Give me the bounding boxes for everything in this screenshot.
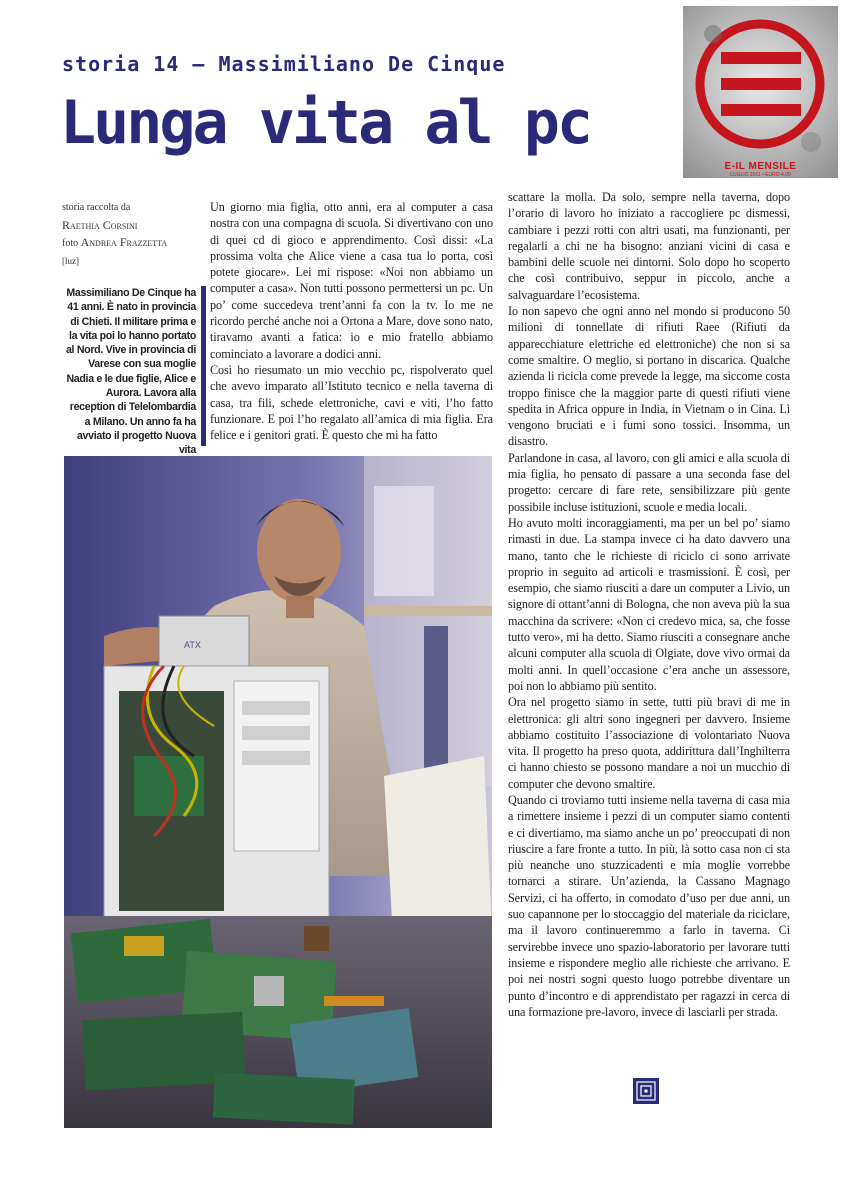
end-of-article-icon bbox=[633, 1078, 659, 1104]
paragraph: Ora nel progetto siamo in sette, tutti più bravi di me in elettronica: gli altri sono ingegneri per davvero. Insieme abbiamo costituito l’associazione di volontariato Nuova vita. Il progetto ha preso quota, addirittura dall’Inghilterra ci hanno chiesto se possono mandare a noi un mucchio di computer che devono smaltire. bbox=[508, 695, 790, 791]
e-logo-icon bbox=[693, 12, 828, 162]
photo-author: Andrea Frazzetta bbox=[80, 235, 168, 249]
bio-accent-bar bbox=[201, 286, 206, 446]
paragraph: Quando ci troviamo tutti insieme nella taverna di casa mia a rimettere insieme i pezzi di un computer siamo contenti e ci divertiamo, ma siamo anche un po’ preoccupati di non riuscire a fare fronte a tutto. In più, là sotto casa non ci sta più neanche uno stuzzicadenti e mia moglie vorrebbe tornarci a stirare. Un’azienda, la Cassano Magnago Servizi, ci ha offerto, in comodato d’uso per due anni, un suo capannone per lo stoccaggio del materiale da riciclare, ma il lavoro continueremmo a farlo in taverna. Ci servirebbe invece uno spazio-laboratorio per lavorare tutti insieme e rispondere meglio alle richieste che arrivano. E poi nei nostri sogni questo luogo potrebbe diventare un punto d’incontro e di apprendistato per ragazzi in cerca di una formazione pre-lavoro, invece di lasciarli per strada. bbox=[508, 792, 790, 1019]
masthead-subtitle: LUGLIO 2011 • EURO 4,00 bbox=[730, 172, 791, 178]
story-author: Raethia Corsini bbox=[62, 218, 138, 232]
text-column-2 bbox=[508, 189, 790, 1020]
photo-label: foto bbox=[62, 238, 79, 249]
paragraph: Un giorno mia figlia, otto anni, era al computer a casa nostra con una compagna di scuola. Si divertivano con uno di quei cd di gioco e apprendimento. Così dissi: «La prossima volta che Alice viene a casa tua lo porta, così potete giocare». Lei mi rispose: «Noi non abbiamo un computer a casa». Non tutti possono permettersi un pc. Un po’ come succedeva trent’anni fa con la tv. Io me ne ricordo perché anche noi a Ortona a Mare, dove sono nato, tiravamo avanti a fatica: io e mio fratello abbiamo cominciato a lavorare a dodici anni. bbox=[210, 200, 493, 361]
portrait-photo bbox=[64, 456, 492, 1128]
masthead-title: E-IL MENSILE bbox=[724, 161, 797, 172]
paragraph: Parlandone in casa, al lavoro, con gli amici e alla scuola di mia figlia, ho pensato di passare a una seconda fase del progetto: cercare di fare rete, sensibilizzare più gente possibile incluse istituzioni, scuole e media locali. bbox=[508, 450, 790, 514]
author-bio: Massimiliano De Cinque ha 41 anni. È nato in provincia di Chieti. Il militare prima e la vita poi lo hanno portato al Nord. Vive in provincia di Varese con sua moglie Nadia e le due figlie, Alice e Aurora. Lavora alla reception di Telelombardia a Milano. Un anno fa ha avviato il progetto Nuova vita bbox=[65, 287, 196, 457]
paragraph: scattare la molla. Da solo, sempre nella taverna, dopo l’orario di lavoro ho iniziato a raccogliere pc dismessi, cambiare i pezzi rotti con altri usati, ma funzionanti, per regalarli a chi ne ha bisogno: anziani vicini di casa e bambini delle scuole nei dintorni. Solo dopo ho scoperto che così contribuivo, seppur in piccolo, anche a salvaguardare l’ecosistema. bbox=[508, 190, 790, 302]
masthead-logo bbox=[683, 6, 838, 178]
story-label: storia raccolta da bbox=[62, 202, 131, 213]
credits bbox=[62, 201, 202, 271]
headline: Lunga vita al pc bbox=[60, 88, 590, 158]
psu-label: ATX bbox=[184, 640, 201, 650]
text-column-1 bbox=[210, 199, 493, 443]
paragraph: Ho avuto molti incoraggiamenti, ma per un bel po’ siamo rimasti in due. La stampa invece ci ha dato davvero una mano, tanto che le richieste di riciclo ci sono arrivate proprio in seguito ad articoli e trasmissioni. È così, per esempio, che siamo riusciti a dare un computer a Livio, un signore di ottant’anni di Bologna, che non aveva più la sua macchina da scrivere: «Non ci credevo mica, sa, che fosse tutto vero», mi ha detto. Siamo riusciti a consegnare anche alcuni computer alla scuola di Olgiate, dove vivo ormai da molti anni. In quell’occasione c’era anche un assessore, poi non lo abbiamo più sentito. bbox=[508, 515, 790, 693]
paragraph: Io non sapevo che ogni anno nel mondo si producono 50 milioni di tonnellate di rifiuti Raee (Rifiuti da apparecchiature elettriche ed elettroniche) che non si sa come smaltire. O meglio, si portano in discarica. Qualche azienda li ricicla come prevede la legge, ma siccome costa troppo finisce che la maggior parte di questi rifiuti viene spedita in Africa oppure in India, in Vietnam o in Cina. Lì vengono bruciati e i fumi sono tossici. Insomma, un disastro. bbox=[508, 304, 790, 449]
photo-illustration bbox=[64, 456, 492, 1128]
photo-agency: [luz] bbox=[62, 256, 79, 266]
story-kicker: storia 14 – Massimiliano De Cinque bbox=[62, 52, 506, 76]
paragraph: Così ho riesumato un mio vecchio pc, rispolverato quel che avevo imparato all’Istituto tecnico e nella taverna di casa, tra fili, schede elettroniche, cavi e viti, l’ho fatto funzionare. E poi l’ho regalato all’amica di mia figlia. Era felice e i genitori grati. È questo che mi ha fatto bbox=[210, 362, 493, 443]
